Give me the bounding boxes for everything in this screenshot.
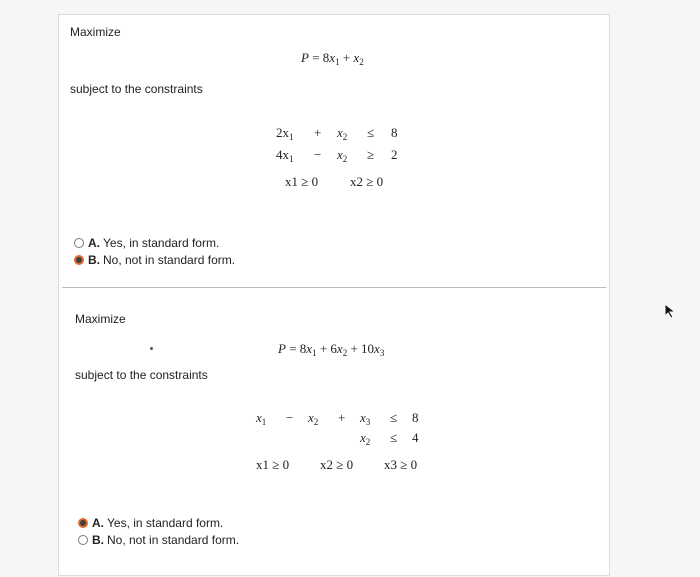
option-b-1[interactable]: B. No, not in standard form. bbox=[74, 253, 235, 267]
radio-button[interactable] bbox=[74, 238, 84, 248]
objective-function-1: $P = 8x_1 + x_2$ bbox=[301, 50, 364, 67]
constraint-1-1-op: + bbox=[314, 125, 322, 140]
objective-function-2: $P = 8x_1 + 6x_2 + 10x_3$ bbox=[278, 341, 385, 358]
constraint-2-1-op2: + bbox=[338, 410, 346, 425]
constraint-2-2-relation: ≤ bbox=[390, 430, 398, 445]
mouse-cursor-icon bbox=[664, 303, 678, 319]
constraint-2-1-op1: − bbox=[286, 410, 294, 425]
option-b-2[interactable]: B. No, not in standard form. bbox=[78, 533, 239, 547]
subject-to-label-2: subject to the constraints bbox=[75, 368, 208, 382]
constraint-2-2-rhs: 4 bbox=[412, 430, 419, 445]
radio-button-selected[interactable] bbox=[78, 518, 88, 528]
constraint-1-2-term2: $x_2$ bbox=[337, 147, 348, 164]
radio-button-selected[interactable] bbox=[74, 255, 84, 265]
option-a-1[interactable]: A. Yes, in standard form. bbox=[74, 236, 219, 250]
stray-dot bbox=[150, 347, 153, 350]
constraint-2-1-term3: $x_3$ bbox=[360, 410, 371, 427]
constraint-2-2-term: $x_2$ bbox=[360, 430, 371, 447]
subject-to-label-1: subject to the constraints bbox=[70, 82, 203, 96]
section-divider bbox=[62, 287, 606, 288]
constraint-2-1-term2: $x_2$ bbox=[308, 410, 319, 427]
nonneg-x1-1: x1 ≥ 0 bbox=[285, 174, 319, 189]
constraint-1-1-rhs: 8 bbox=[391, 125, 398, 140]
nonneg-x2-2: x2 ≥ 0 bbox=[320, 457, 354, 472]
constraint-2-1-relation: ≤ bbox=[390, 410, 398, 425]
maximize-label-2: Maximize bbox=[75, 312, 126, 326]
constraint-2-1-term1: $x_1$ bbox=[256, 410, 267, 427]
constraint-1-1-relation: ≤ bbox=[367, 125, 375, 140]
constraint-1-2-relation: ≥ bbox=[367, 147, 375, 162]
maximize-label-1: Maximize bbox=[70, 25, 121, 39]
constraint-1-2-op: − bbox=[314, 147, 322, 162]
nonneg-x3-2: x3 ≥ 0 bbox=[384, 457, 418, 472]
constraint-1-2-term1: $4x_1$ bbox=[276, 147, 294, 164]
option-a-2[interactable]: A. Yes, in standard form. bbox=[78, 516, 223, 530]
nonneg-x2-1: x2 ≥ 0 bbox=[350, 174, 384, 189]
constraint-1-1-term2: $x_2$ bbox=[337, 125, 348, 142]
question-panel bbox=[58, 14, 610, 576]
constraint-1-2-rhs: 2 bbox=[391, 147, 398, 162]
constraint-1-1-term1: $2x_1$ bbox=[276, 125, 294, 142]
nonneg-x1-2: x1 ≥ 0 bbox=[256, 457, 290, 472]
constraint-2-1-rhs: 8 bbox=[412, 410, 419, 425]
radio-button[interactable] bbox=[78, 535, 88, 545]
